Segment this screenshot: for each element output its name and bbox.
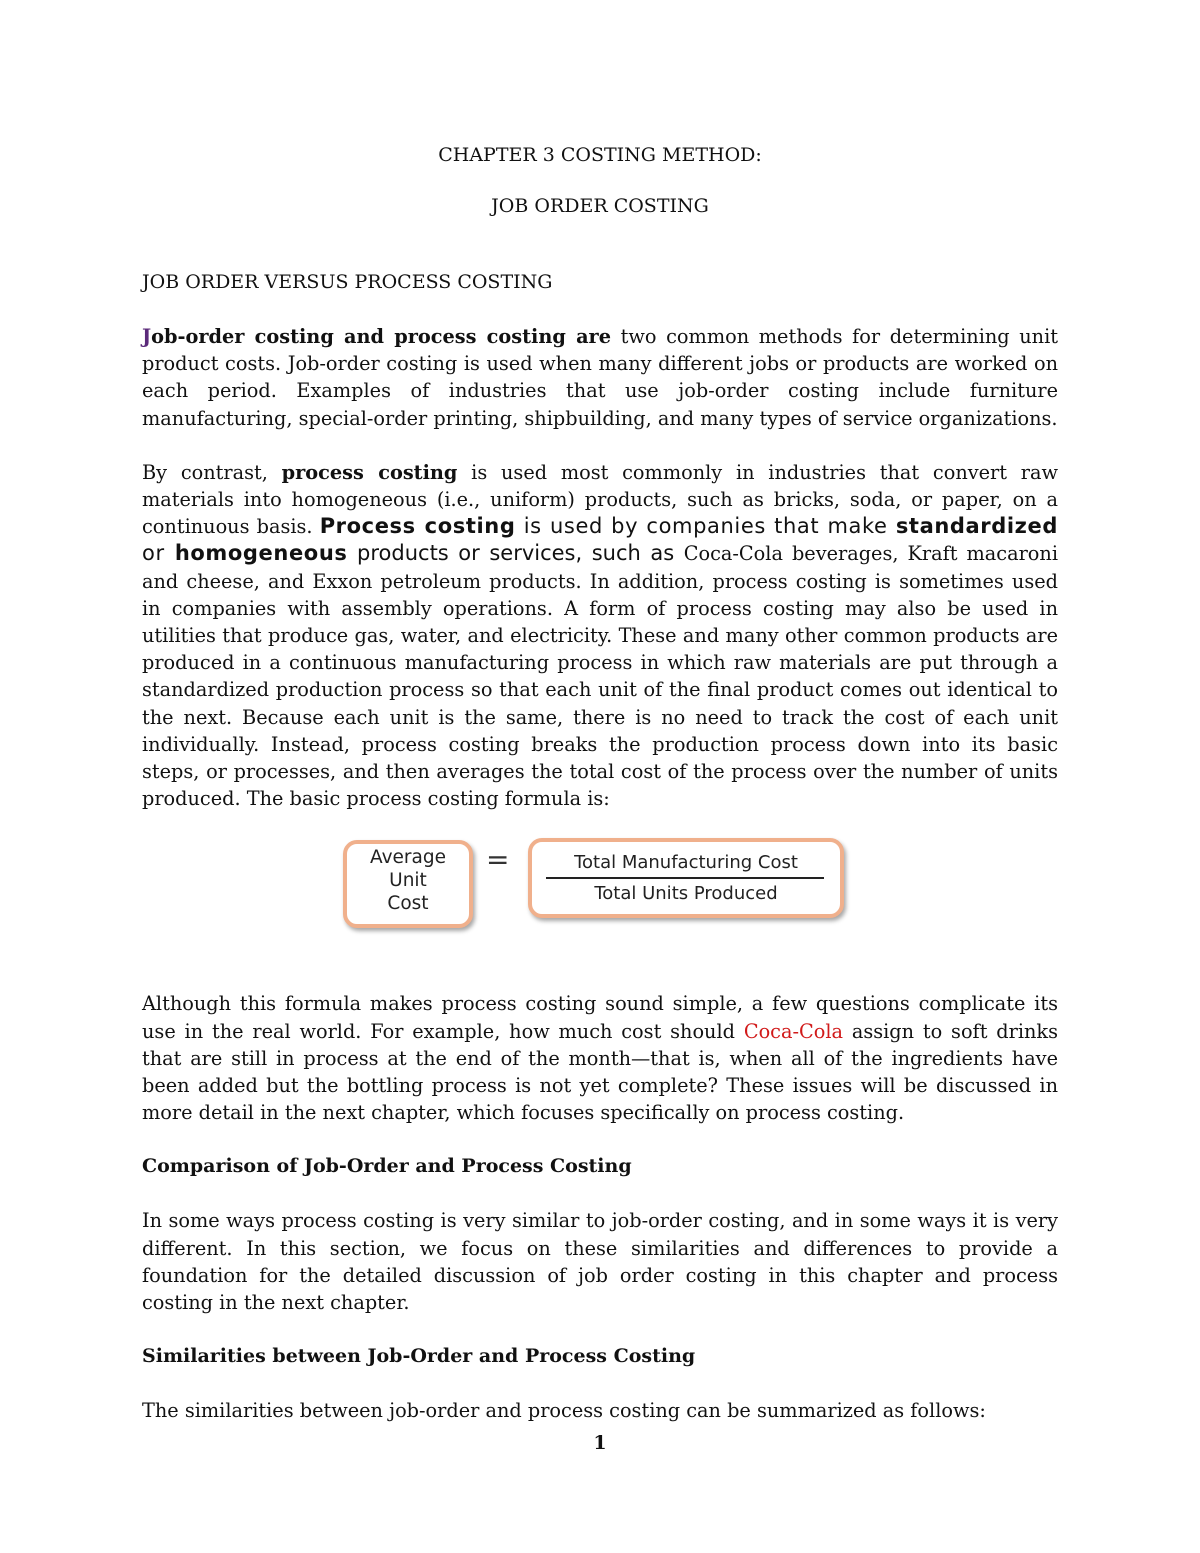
paragraph-formula-discussion [142, 990, 1058, 1126]
emphasis-bold: homogeneous [174, 541, 348, 566]
comparison-heading: Comparison of Job-Order and Process Costing [142, 1155, 632, 1178]
formula-left-box [343, 840, 473, 928]
paragraph-text: assign to soft drinks that are still in process at the end of the month—that is, when all of the ingredients have been added but the bottling process is not yet complete? These issues will be discussed in more detail in the next chapter, which focuses specifically on process costing. [142, 1019, 1058, 1125]
paragraph-text: two common methods for determining unit product costs. Job-order costing is used when many different jobs or products are worked on each period. Examples of industries that use job-order costing include furniture manufacturing, special-order printing, shipbuilding, and many types of service organizations. [142, 325, 1059, 430]
section-heading: JOB ORDER VERSUS PROCESS COSTING [142, 271, 553, 293]
formula-denominator: Total Units Produced [594, 883, 778, 905]
emphasis-text: is used by companies that make [515, 514, 896, 539]
formula-left-line: Unit [389, 870, 427, 892]
equals-sign: = [486, 843, 510, 877]
document-subtitle: JOB ORDER COSTING [491, 195, 709, 217]
paragraph-contrast [142, 459, 1058, 813]
coca-cola-link[interactable]: Coca-Cola [743, 1019, 844, 1043]
paragraph-text: Although this formula makes process costing sound simple, a few questions complicate its use in the real world. For example, how much cost should [142, 992, 1058, 1043]
paragraph-text: Coca-Cola beverages, Kraft macaroni and cheese, and Exxon petroleum products. In addition, process costing is sometimes used in companies with assembly operations. A form of process costing may also be used in utilities that produce gas, water, and electricity. These and many other common products are produced in a continuous manufacturing process in which raw materials are put through a standardized production process so that each unit of the final product comes out identical to the next. Because each unit is the same, there is no need to track the cost of each unit individually. Instead, process costing breaks the production process down into its basic steps, or processes, and then averages the total cost of the process over the number of units produced. The basic process costing formula is: [142, 542, 1058, 811]
bold-term: process costing [281, 460, 458, 484]
formula-left-line: Cost [387, 893, 429, 915]
lead-bold-text: ob-order costing and process costing are [151, 325, 611, 348]
paragraph-comparison: In some ways process costing is very similar to job-order costing, and in some ways it is very different. In this section, we focus on these similarities and differences to provide a foundation for the detailed discussion of job order costing in this chapter and process costing in the next chapter. [142, 1209, 1058, 1315]
emphasis-bold: Process costing [319, 514, 516, 539]
formula-figure [142, 826, 1058, 962]
emphasis-bold: standardized [895, 514, 1058, 539]
emphasis-text: products or services, such as [347, 541, 684, 566]
page-number: 1 [593, 1432, 607, 1454]
formula-right-box [528, 838, 844, 918]
paragraph-text: By contrast, [142, 460, 282, 484]
chapter-title: CHAPTER 3 COSTING METHOD: [438, 144, 762, 166]
fraction-bar [546, 877, 824, 879]
paragraph-intro [142, 323, 1058, 432]
page-content [142, 140, 1058, 1424]
formula-numerator: Total Manufacturing Cost [574, 852, 798, 874]
formula-left-line: Average [370, 847, 446, 869]
similarities-heading: Similarities between Job-Order and Process Costing [142, 1345, 696, 1368]
lead-letter: J [142, 325, 152, 348]
paragraph-similarities: The similarities between job-order and process costing can be summarized as follows: [142, 1399, 986, 1423]
paragraph-text: is used most commonly in industries that convert raw materials into homogeneous (i.e., uniform) products, such as bricks, soda, or paper, on a continuous basis. [142, 460, 1058, 539]
emphasis-text: or [142, 541, 175, 566]
